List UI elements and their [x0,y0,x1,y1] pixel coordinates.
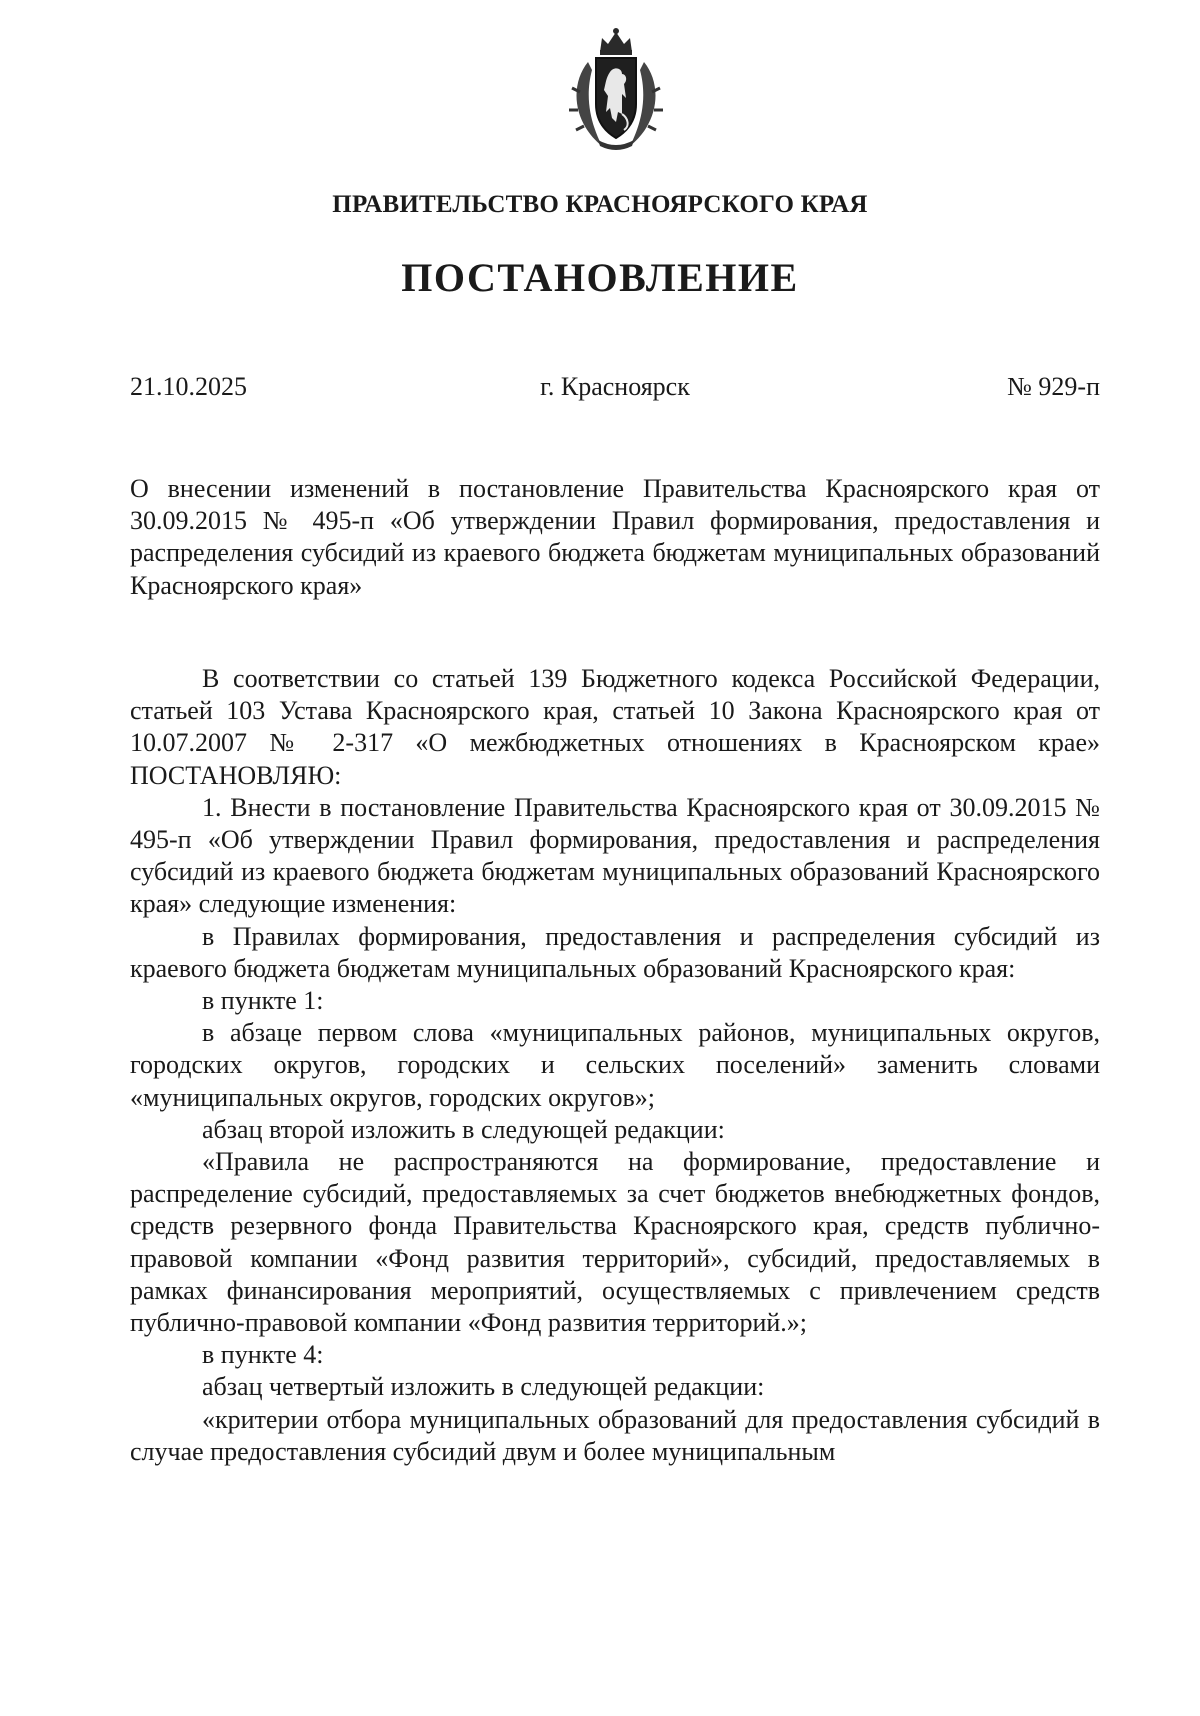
document-city: г. Красноярск [540,372,690,401]
body-paragraph: 1. Внести в постановление Правительства Красноярского края от 30.09.2015 № 495-п «Об утверждении Правил формирования, предоставления и распределения субсидий из краевого бюджета бюджетам муниципальных образований Красноярского края» следующие изменения: [130,792,1100,919]
body-paragraph: абзац второй изложить в следующей редакции: [202,1114,725,1144]
document-body [130,663,1100,1468]
body-paragraph: в Правилах формирования, предоставления и распределения субсидий из краевого бюджета бюджетам муниципальных образований Красноярского края: [130,921,1100,983]
document-number: № 929-п [1007,372,1100,401]
organization-title: ПРАВИТЕЛЬСТВО КРАСНОЯРСКОГО КРАЯ [332,191,868,218]
body-paragraph: в пункте 4: [202,1340,324,1370]
body-paragraph: в пункте 1: [202,986,324,1016]
subject-text: О внесении изменений в постановление Правительства Красноярского края от 30.09.2015 № 495-п «Об утверждении Правил формирования, предоставления и распределения субсидий из краевого бюджета бюджетам муниципальных образований Красноярского края» [130,474,1100,600]
body-paragraph: «критерии отбора муниципальных образований для предоставления субсидий в случае предоставления субсидий двум и более муниципальным [130,1404,1100,1466]
body-paragraph: абзац четвертый изложить в следующей редакции: [202,1372,765,1402]
document-meta-row [130,370,1100,404]
document-type-title: ПОСТАНОВЛЕНИЕ [401,255,799,300]
body-paragraph: «Правила не распространяются на формирование, предоставление и распределение субсидий, предоставляемых за счет бюджетов внебюджетных фондов, средств резервного фонда Правительства Красноярского края, средств публично-правовой компании «Фонд развития территорий», субсидий, предоставляемых в рамках финансирования мероприятий, осуществляемых с привлечением средств публично-правовой компании «Фонд развития территорий.»; [130,1147,1100,1338]
body-paragraph: в абзаце первом слова «муниципальных районов, муниципальных округов, городских округов, городских и сельских поселений» заменить словами «муниципальных округов, городских округов»; [130,1018,1100,1112]
coat-of-arms-icon [562,22,670,154]
document-subject [130,473,1100,602]
body-paragraph: В соответствии со статьей 139 Бюджетного кодекса Российской Федерации, статьей 103 Устава Красноярского края, статьей 10 Закона Красноярского края от 10.07.2007 № 2-317 «О межбюджетных отношениях в Красноярском крае» ПОСТАНОВЛЯЮ: [130,664,1100,790]
document-date: 21.10.2025 [130,372,247,401]
